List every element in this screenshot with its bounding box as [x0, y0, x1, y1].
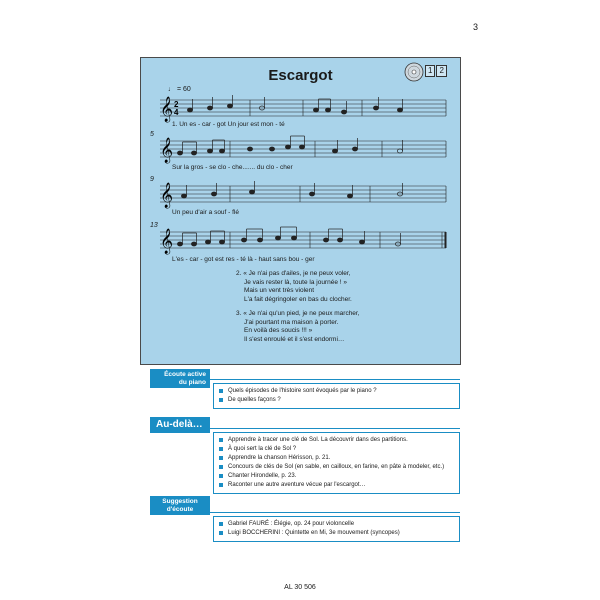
suggestion-panel: [213, 516, 460, 542]
audela-panel: [213, 432, 460, 494]
suggestion-label-line: d'écoute: [166, 505, 194, 513]
cd-icon: [404, 62, 424, 82]
page-number: 3: [473, 22, 479, 32]
verse-line: 3. « Je n'ai qu'un pied, je ne peux marcher,: [236, 310, 360, 317]
suggestion-label-line: Suggestion: [162, 498, 198, 505]
activity-item: Apprendre à tracer une clé de Sol. La découvrir dans des partitions.: [219, 436, 454, 445]
track-badges: [424, 65, 447, 77]
music-staff: [150, 180, 450, 212]
song-title: Escargot: [268, 67, 333, 84]
ecoute-label-line: du piano: [178, 378, 206, 386]
tempo-marking: ♩ = 60: [168, 86, 191, 93]
suggestion-label: [150, 496, 210, 515]
music-staff: [150, 135, 450, 167]
divider: [210, 512, 460, 513]
track-badge: 2: [436, 65, 446, 77]
ecoute-label: [150, 369, 210, 388]
svg-text:𝄞: 𝄞: [160, 138, 174, 163]
verse-line: 2. « Je n'ai pas d'ailes, je ne peux voler,: [236, 270, 351, 277]
verse: [236, 310, 360, 344]
verse: [236, 270, 360, 304]
audela-label: Au-delà…: [150, 417, 210, 433]
activity-item: À quoi sert la clé de Sol ?: [219, 445, 454, 454]
verse-line: L'a fait dégringoler en bas du clocher.: [244, 295, 352, 303]
listening-item: Gabriel FAURÉ : Élégie, op. 24 pour violoncelle: [219, 520, 454, 529]
measure-number: 9: [150, 176, 154, 183]
lyrics-line: Sur la gros - se clo - che....... du clo - cher: [172, 164, 293, 171]
lyrics-line: 1. Un es - car - got Un jour est mon - té: [172, 121, 285, 128]
question-item: Quels épisodes de l'histoire sont évoqués par le piano ?: [219, 387, 454, 396]
activity-item: Apprendre la chanson Hérisson, p. 21.: [219, 454, 454, 463]
verse-line: J'ai pourtant ma maison à porter.: [244, 318, 339, 326]
verses: [236, 270, 360, 350]
catalog-code: AL 30 506: [284, 584, 316, 591]
verse-line: Je vais rester là, toute la journée ! »: [244, 278, 347, 286]
svg-text:𝄞: 𝄞: [160, 229, 174, 254]
activity-item: Raconter une autre aventure vécue par l'escargot…: [219, 481, 454, 490]
listening-item: Luigi BOCCHERINI : Quintette en Mi, 3e mouvement (syncopes): [219, 529, 454, 538]
svg-text:𝄞: 𝄞: [160, 97, 174, 122]
music-staff: [150, 226, 450, 258]
svg-text:2: 2: [174, 100, 179, 109]
lyrics-line: Un peu d'air a souf - flé: [172, 209, 239, 216]
divider: [210, 428, 460, 429]
measure-number: 5: [150, 131, 154, 138]
divider: [210, 379, 460, 380]
verse-line: Mais un vent très violent: [244, 287, 315, 294]
activity-item: Chanter Hirondelle, p. 23.: [219, 472, 454, 481]
question-item: De quelles façons ?: [219, 396, 454, 405]
verse-line: En voilà des soucis !!! »: [244, 327, 313, 334]
activity-item: Concours de clés de Sol (en sable, en cailloux, en farine, en pâte à modeler, etc.): [219, 463, 454, 472]
verse-line: Il s'est enroulé et il s'est endormi…: [244, 335, 345, 343]
svg-text:𝄞: 𝄞: [160, 183, 174, 208]
track-badge: 1: [425, 65, 435, 77]
svg-text:4: 4: [174, 108, 179, 117]
ecoute-label-line: Écoute active: [164, 371, 206, 378]
ecoute-panel: [213, 383, 460, 409]
measure-number: 13: [150, 222, 158, 229]
lyrics-line: L'es - car - got est res - té là - haut sans bou - ger: [172, 256, 315, 263]
